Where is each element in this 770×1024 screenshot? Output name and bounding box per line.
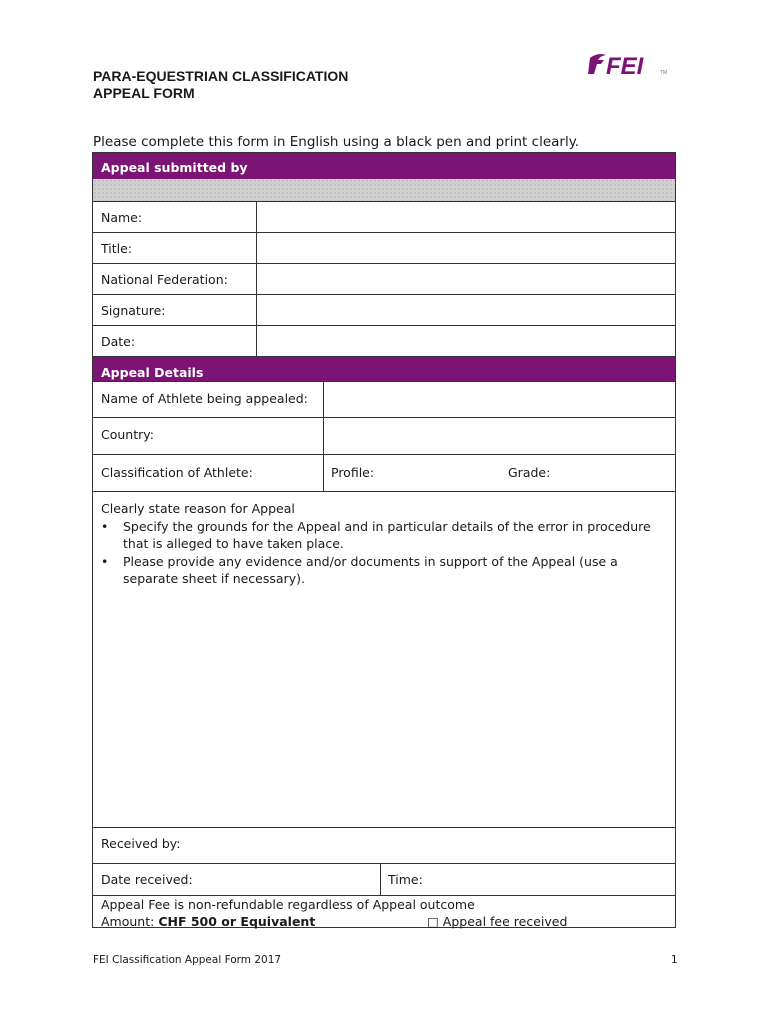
profile-label: Profile: <box>331 465 375 480</box>
reason-bullet: • Please provide any evidence and/or documents in support of the Appeal (use a separate sheet if necessary). <box>123 553 663 587</box>
date-label: Date: <box>101 334 136 349</box>
intro-text: Please complete this form in English using a black pen and print clearly. <box>93 134 580 150</box>
date-time-divider <box>380 864 381 895</box>
fee-row <box>93 896 675 927</box>
date-time-row <box>93 864 675 896</box>
name-field[interactable] <box>257 202 675 232</box>
fee-note: Appeal Fee is non-refundable regardless of Appeal outcome <box>101 897 475 912</box>
appeal-form-table <box>92 152 676 928</box>
amount-label: Amount: <box>101 914 155 929</box>
athlete-field[interactable] <box>324 382 675 417</box>
form-title <box>93 68 348 102</box>
checkbox-icon: □ <box>427 914 439 929</box>
footer-text: FEI Classification Appeal Form 2017 <box>93 954 282 966</box>
received-by-row <box>93 827 675 864</box>
received-by-label: Received by: <box>101 836 181 851</box>
title-label: Title: <box>101 241 132 256</box>
logo-text: FEI <box>606 53 644 78</box>
title-row <box>93 233 675 264</box>
reason-label: Clearly state reason for Appeal <box>101 501 295 516</box>
national-federation-label: National Federation: <box>101 272 228 287</box>
athlete-row <box>93 382 675 418</box>
date-row <box>93 326 675 357</box>
athlete-label: Name of Athlete being appealed: <box>101 391 308 406</box>
page-number: 1 <box>671 954 678 966</box>
country-label: Country: <box>101 427 154 442</box>
fei-logo <box>586 52 670 82</box>
national-federation-field[interactable] <box>257 264 675 294</box>
grey-band <box>93 179 675 202</box>
signature-label: Signature: <box>101 303 166 318</box>
date-field[interactable] <box>257 326 675 356</box>
title-field[interactable] <box>257 233 675 263</box>
country-row <box>93 418 675 455</box>
date-received-label: Date received: <box>101 872 193 887</box>
fee-received-checkbox[interactable] <box>427 914 567 929</box>
time-label: Time: <box>388 872 423 887</box>
section-header-details: Appeal Details <box>93 357 675 382</box>
amount-value: CHF 500 or Equivalent <box>158 914 316 929</box>
reason-bullet: • Specify the grounds for the Appeal and in particular details of the error in procedure that is alleged to have taken place. <box>123 518 663 552</box>
signature-field[interactable] <box>257 295 675 325</box>
section-header-submitted: Appeal submitted by <box>93 153 675 179</box>
reason-instructions <box>101 518 663 588</box>
country-field[interactable] <box>324 418 675 454</box>
name-label: Name: <box>101 210 143 225</box>
grade-label: Grade: <box>508 465 551 480</box>
title-line-1: PARA-EQUESTRIAN CLASSIFICATION <box>93 68 349 84</box>
logo-tm: TM <box>660 70 668 76</box>
title-line-2: APPEAL FORM <box>93 85 195 101</box>
classification-label: Classification of Athlete: <box>101 465 253 480</box>
national-federation-row <box>93 264 675 295</box>
amount-line <box>101 914 315 929</box>
classification-row <box>93 455 675 492</box>
signature-row <box>93 295 675 326</box>
fee-received-label: Appeal fee received <box>442 914 568 929</box>
name-row <box>93 202 675 233</box>
